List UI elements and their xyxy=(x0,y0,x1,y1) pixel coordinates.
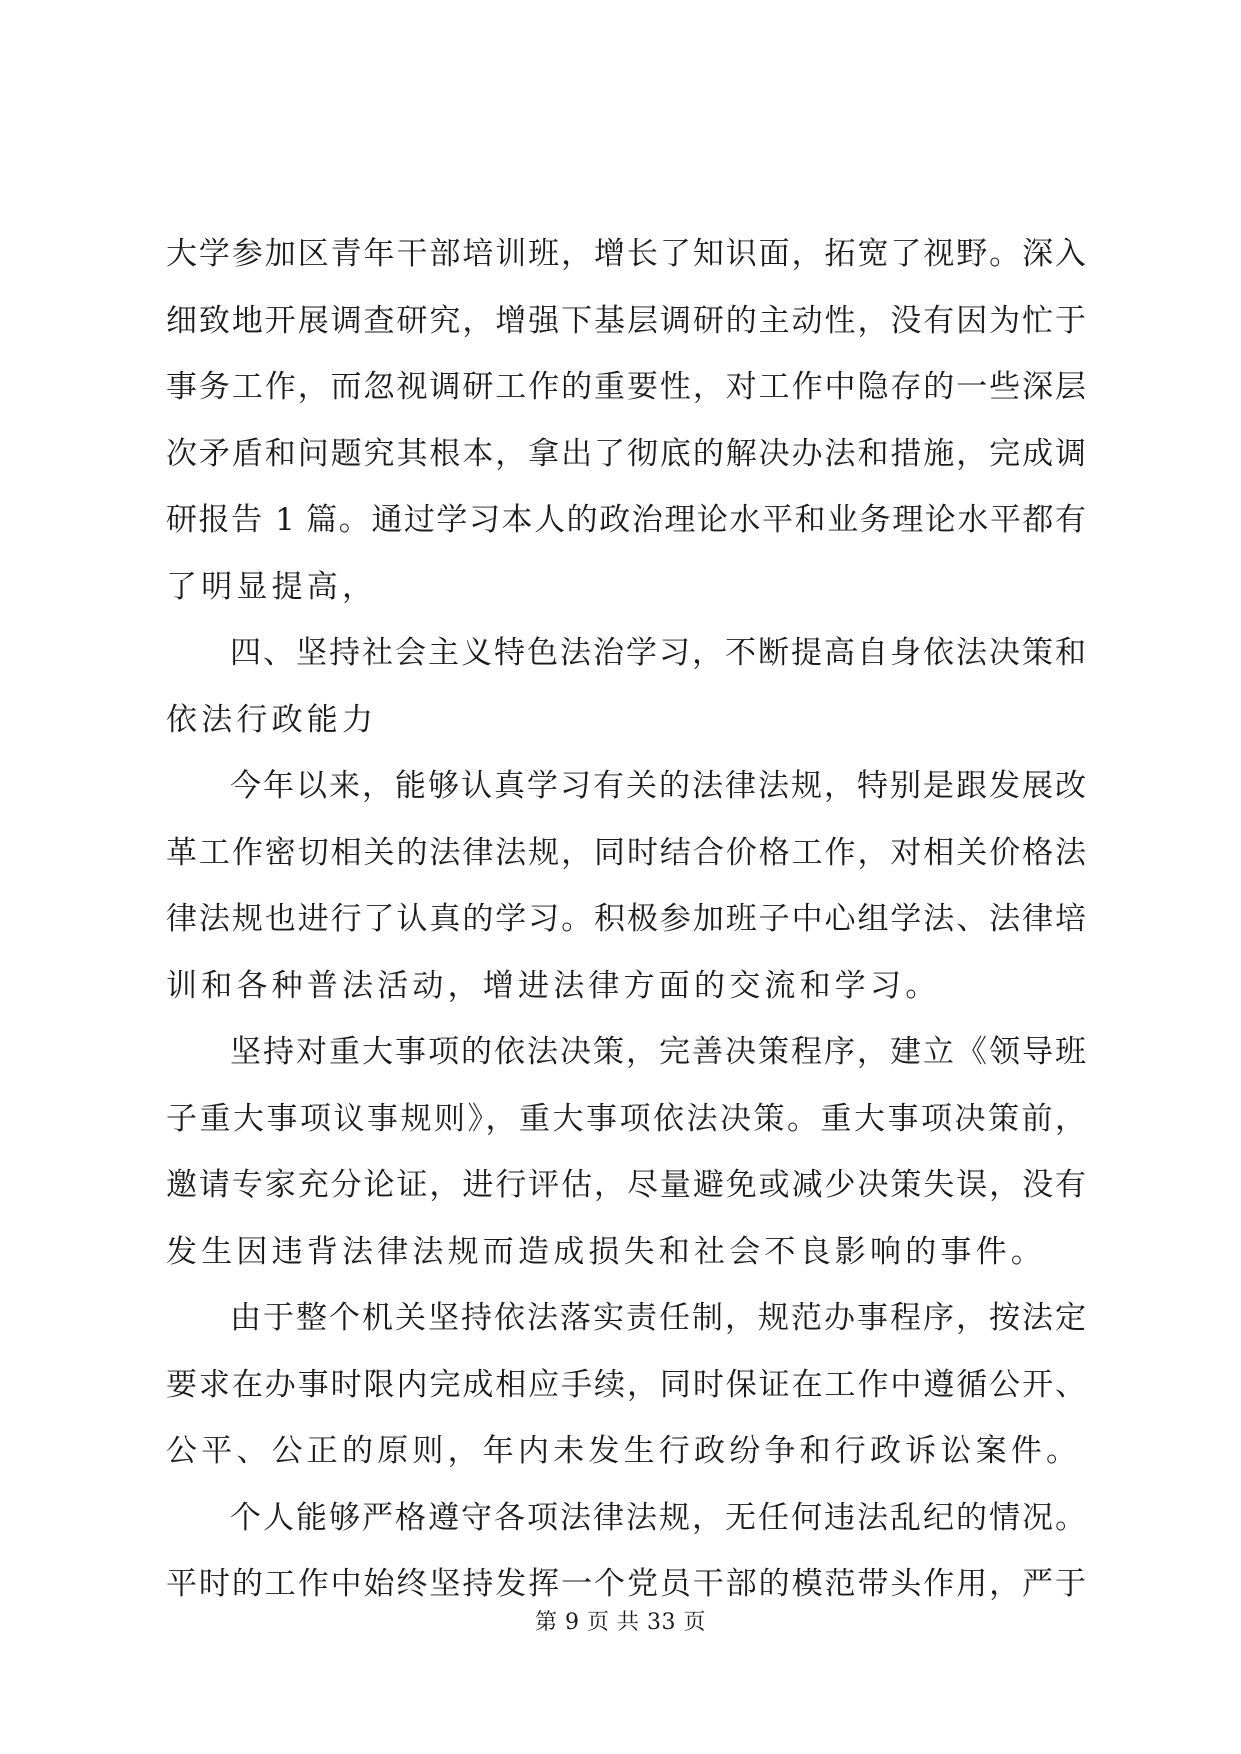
text-line: 公平、公正的原则，年内未发生行政纷争和行政诉讼案件。 xyxy=(166,1433,1082,1469)
text-line: 依法行政能力 xyxy=(166,701,378,738)
text-line: 研报告 1 篇。通过学习本人的政治理论水平和业务理论水平都有 xyxy=(166,502,1086,538)
text-line: 由于整个机关坚持依法落实责任制，规范办事程序，按法定 xyxy=(230,1300,1086,1336)
text-line: 发生因违背法律法规而造成损失和社会不良影响的事件。 xyxy=(166,1233,1046,1270)
text-line: 要求在办事时限内完成相应手续，同时保证在工作中遵循公开、 xyxy=(166,1366,1086,1403)
text-line: 子重大事项议事规则》，重大事项依法决策。重大事项决策前， xyxy=(166,1100,1086,1137)
text-line: 四、坚持社会主义特色法治学习，不断提高自身依法决策和 xyxy=(230,635,1086,671)
text-line: 次矛盾和问题究其根本，拿出了彻底的解决办法和措施，完成调 xyxy=(166,435,1086,472)
text-line: 细致地开展调查研究，增强下基层调研的主动性，没有因为忙于 xyxy=(166,302,1086,339)
text-line: 训和各种普法活动，增进法律方面的交流和学习。 xyxy=(166,967,941,1004)
text-line: 平时的工作中始终坚持发挥一个党员干部的模范带头作用，严于 xyxy=(166,1566,1086,1602)
text-line: 个人能够严格遵守各项法律法规，无任何违法乱纪的情况。 xyxy=(230,1499,1086,1536)
text-line: 事务工作，而忽视调研工作的重要性，对工作中隐存的一些深层 xyxy=(166,369,1086,405)
text-line: 今年以来，能够认真学习有关的法律法规，特别是跟发展改 xyxy=(230,768,1086,804)
document-body xyxy=(166,232,1086,1629)
text-line: 邀请专家充分论证，进行评估，尽量避免或减少决策失误，没有 xyxy=(166,1167,1086,1203)
page-number-footer: 第 9 页 共 33 页 xyxy=(535,1610,706,1635)
text-line: 了明显提高， xyxy=(166,568,378,605)
text-line: 律法规也进行了认真的学习。积极参加班子中心组学法、法律培 xyxy=(166,901,1086,937)
text-line: 大学参加区青年干部培训班，增长了知识面，拓宽了视野。深入 xyxy=(166,236,1086,272)
text-line: 革工作密切相关的法律法规，同时结合价格工作，对相关价格法 xyxy=(166,834,1086,871)
text-line: 坚持对重大事项的依法决策，完善决策程序，建立《领导班 xyxy=(230,1034,1086,1070)
